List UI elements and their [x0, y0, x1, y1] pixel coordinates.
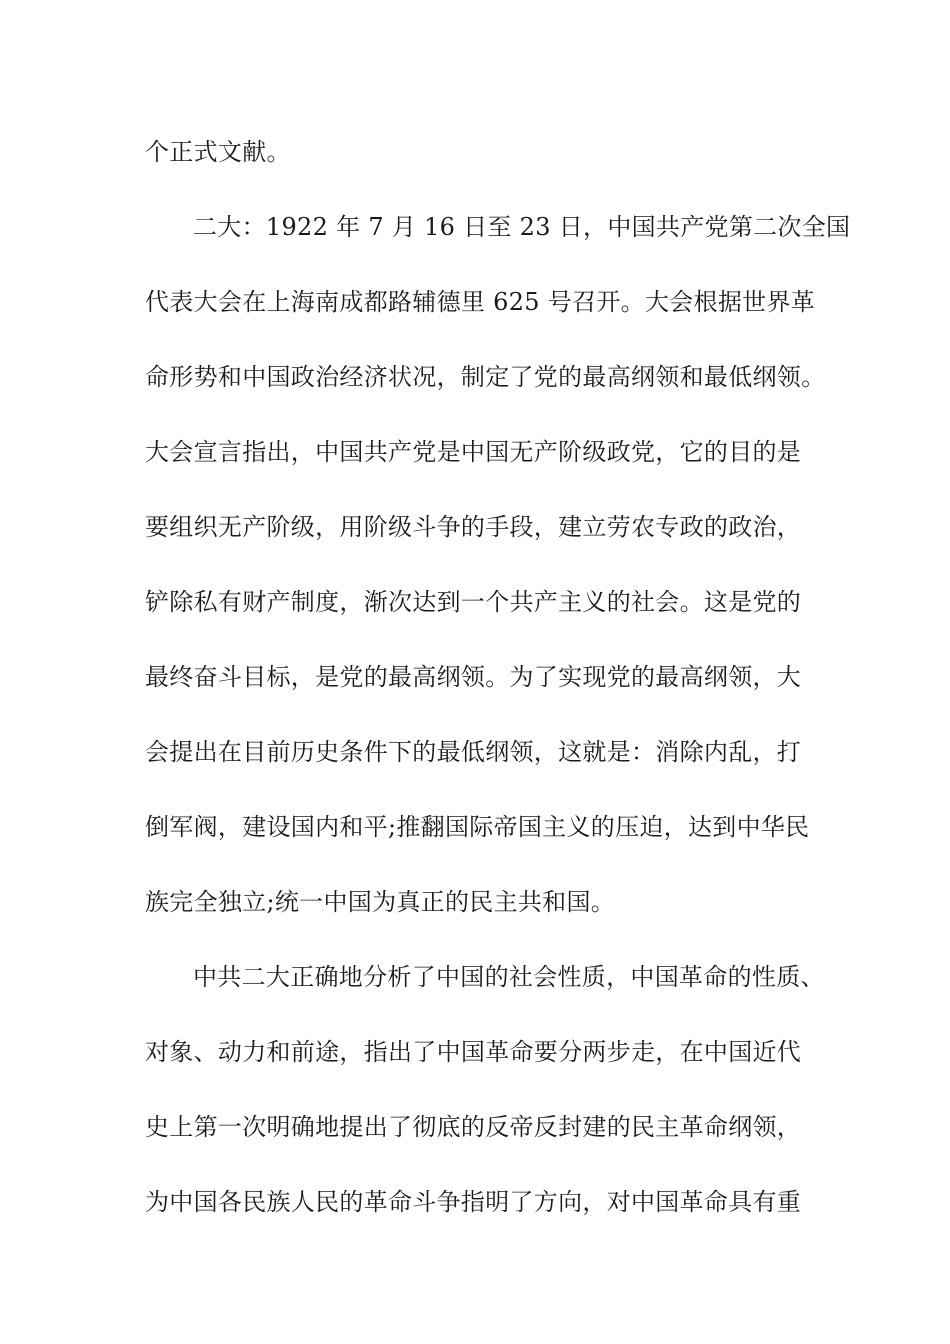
text-line: 大会宣言指出，中国共产党是中国无产阶级政党，它的目的是 [145, 438, 802, 466]
text-line: 要组织无产阶级，用阶级斗争的手段，建立劳农专政的政治， [145, 513, 802, 541]
text-line: 倒军阀，建设国内和平;推翻国际帝国主义的压迫，达到中华民 [145, 813, 810, 841]
text-line: 铲除私有财产制度，渐次达到一个共产主义的社会。这是党的 [145, 588, 802, 616]
text-line: 命形势和中国政治经济状况，制定了党的最高纲领和最低纲领。 [145, 363, 826, 391]
text-line: 个正式文献。 [145, 138, 291, 166]
paragraph-first-line: 中共二大正确地分析了中国的社会性质，中国革命的性质、 [193, 963, 825, 991]
text-line: 对象、动力和前途，指出了中国革命要分两步走，在中国近代 [145, 1038, 802, 1066]
text-line: 为中国各民族人民的革命斗争指明了方向，对中国革命具有重 [145, 1188, 802, 1216]
text-line: 史上第一次明确地提出了彻底的反帝反封建的民主革命纲领， [145, 1113, 802, 1141]
text-line: 会提出在目前历史条件下的最低纲领，这就是：消除内乱，打 [145, 738, 802, 766]
text-line: 最终奋斗目标，是党的最高纲领。为了实现党的最高纲领，大 [145, 663, 802, 691]
text-line: 族完全独立;统一中国为真正的民主共和国。 [145, 888, 616, 916]
paragraph-first-line: 二大：1922 年 7 月 16 日至 23 日，中国共产党第二次全国 [193, 213, 851, 241]
text-line: 代表大会在上海南成都路辅德里 625 号召开。大会根据世界革 [145, 288, 816, 316]
